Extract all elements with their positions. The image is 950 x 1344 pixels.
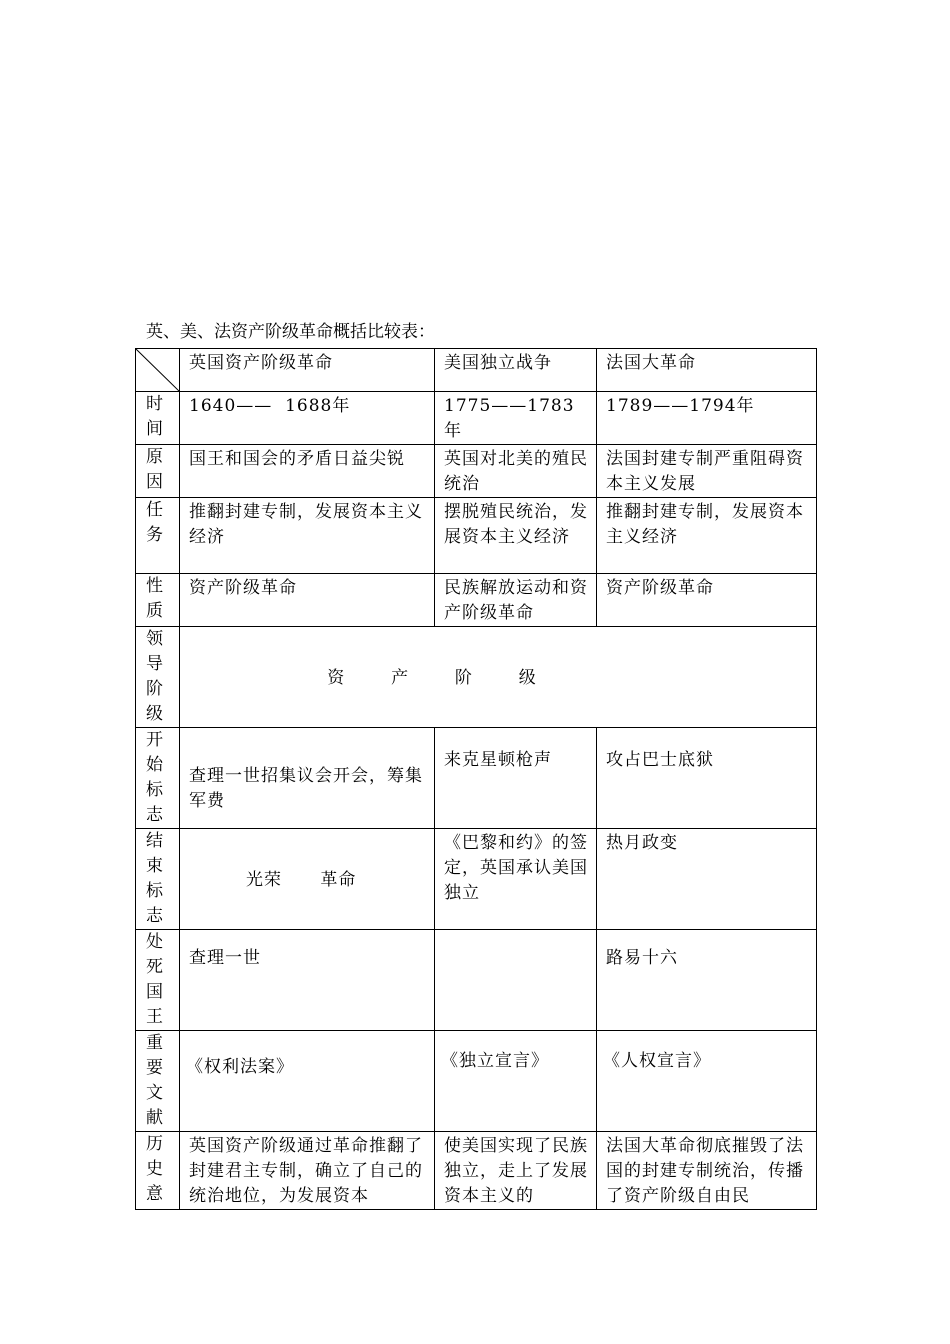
cell-task-france: 推翻封建专制，发展资本主义经济 xyxy=(597,498,817,574)
cell-time-america: 1775——1783年 xyxy=(435,392,597,445)
header-america: 美国独立战争 xyxy=(435,349,597,392)
cell-significance-france: 法国大革命彻底摧毁了法国的封建专制统治，传播了资产阶级自由民 xyxy=(597,1132,817,1210)
cell-start-america: 来克星顿枪声 xyxy=(435,728,597,829)
row-label-time: 时 间 xyxy=(136,392,180,445)
row-label-task: 任 务 xyxy=(136,498,180,574)
header-england: 英国资产阶级革命 xyxy=(180,349,435,392)
row-label-execution: 处 死 国 王 xyxy=(136,930,180,1031)
diagonal-corner-cell xyxy=(136,349,180,392)
row-label-start: 开 始 标 志 xyxy=(136,728,180,829)
header-france: 法国大革命 xyxy=(597,349,817,392)
table-row-end xyxy=(136,829,817,930)
diagonal-line xyxy=(136,349,180,392)
table-row-documents xyxy=(136,1031,817,1132)
row-label-leader: 领 导 阶 级 xyxy=(136,627,180,728)
row-label-documents: 重 要 文 献 xyxy=(136,1031,180,1132)
row-label-end: 结 束 标 志 xyxy=(136,829,180,930)
table-caption: 英、美、法资产阶级革命概括比较表： xyxy=(146,322,435,342)
cell-nature-america: 民族解放运动和资产阶级革命 xyxy=(435,574,597,627)
cell-task-england: 推翻封建专制，发展资本主义经济 xyxy=(180,498,435,574)
table-row-time xyxy=(136,392,817,445)
row-label-cause: 原 因 xyxy=(136,445,180,498)
cell-task-america: 摆脱殖民统治，发展资本主义经济 xyxy=(435,498,597,574)
table-row-nature xyxy=(136,574,817,627)
cell-start-france: 攻占巴士底狱 xyxy=(597,728,817,829)
cell-end-america: 《巴黎和约》的签定，英国承认美国独立 xyxy=(435,829,597,930)
cell-time-england: 1640—— 1688年 xyxy=(180,392,435,445)
cell-execution-america xyxy=(435,930,597,1031)
cell-time-france: 1789——1794年 xyxy=(597,392,817,445)
cell-execution-england: 查理一世 xyxy=(180,930,435,1031)
table-row-execution xyxy=(136,930,817,1031)
cell-end-england xyxy=(180,829,435,930)
cell-cause-america: 英国对北美的殖民统治 xyxy=(435,445,597,498)
cell-start-england: 查理一世招集议会开会，筹集军费 xyxy=(180,728,435,829)
cell-end-france: 热月政变 xyxy=(597,829,817,930)
cell-documents-france: 《人权宣言》 xyxy=(597,1031,817,1132)
table-row-start xyxy=(136,728,817,829)
cell-significance-america: 使美国实现了民族独立，走上了发展资本主义的 xyxy=(435,1132,597,1210)
table-row-leader xyxy=(136,627,817,728)
cell-documents-america: 《独立宣言》 xyxy=(435,1031,597,1132)
cell-cause-england: 国王和国会的矛盾日益尖锐 xyxy=(180,445,435,498)
cell-nature-england: 资产阶级革命 xyxy=(180,574,435,627)
table-row-significance xyxy=(136,1132,817,1210)
row-label-nature: 性 质 xyxy=(136,574,180,627)
cell-leader-all xyxy=(180,627,817,728)
table-header-row xyxy=(136,349,817,392)
cell-cause-france: 法国封建专制严重阻碍资本主义发展 xyxy=(597,445,817,498)
leader-class-text: 资 产 阶 级 xyxy=(327,667,548,688)
comparison-table xyxy=(135,348,817,1210)
glorious-revolution-text: 光荣 革命 xyxy=(246,869,357,890)
row-label-significance: 历 史 意 xyxy=(136,1132,180,1210)
cell-documents-england: 《权利法案》 xyxy=(180,1031,435,1132)
cell-significance-england: 英国资产阶级通过革命推翻了封建君主专制，确立了自己的统治地位，为发展资本 xyxy=(180,1132,435,1210)
cell-execution-france: 路易十六 xyxy=(597,930,817,1031)
table-row-task xyxy=(136,498,817,574)
table-row-cause xyxy=(136,445,817,498)
cell-nature-france: 资产阶级革命 xyxy=(597,574,817,627)
